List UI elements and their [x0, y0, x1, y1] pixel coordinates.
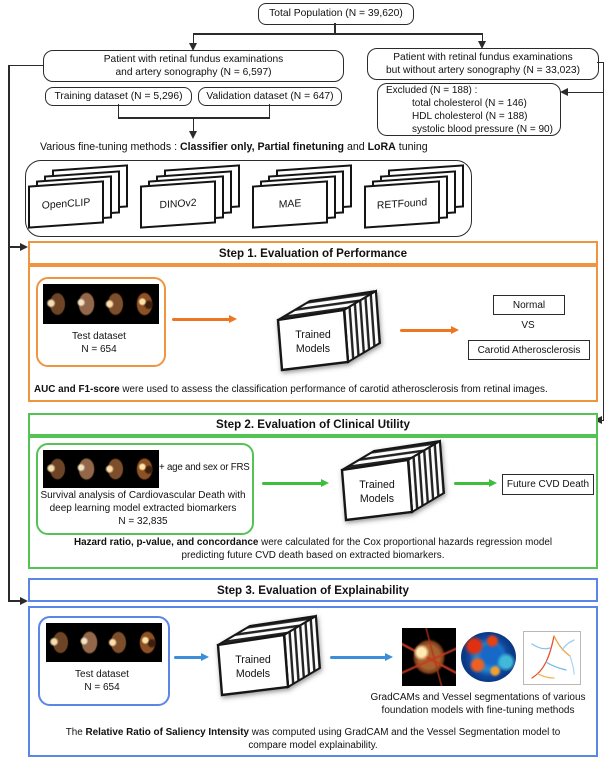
- step3-caption-bold: Relative Ratio of Saliency Intensity: [85, 727, 250, 738]
- carotid-label: Carotid Atherosclerosis: [477, 344, 581, 356]
- step1-header: [28, 241, 598, 265]
- validation-dataset-box: [198, 87, 342, 106]
- step2-header: [28, 413, 598, 436]
- step2-title: Step 2. Evaluation of Clinical Utility: [216, 418, 410, 431]
- excluded-item-3: systolic blood pressure (N = 90): [412, 123, 553, 135]
- step2-plus-text: + age and sex or FRS: [159, 462, 250, 473]
- step1-title: Step 1. Evaluation of Performance: [218, 246, 408, 260]
- step2-caption: [40, 536, 586, 563]
- step2-description: [38, 489, 248, 528]
- finetuning-suffix: tuning: [395, 141, 428, 153]
- stack-label-line2: Models: [235, 668, 271, 680]
- normal-label: Normal: [512, 299, 546, 311]
- step2-desc-line3: N = 32,835: [118, 516, 168, 527]
- validation-dataset-label: Validation dataset (N = 647): [206, 90, 334, 102]
- step3-arrow1-head: [201, 653, 209, 661]
- stack-label-line1: Trained: [235, 654, 271, 666]
- model-stack-dinov2: [140, 167, 240, 227]
- future-cvd-death-box: [502, 474, 594, 495]
- step1-dataset-label: [36, 330, 162, 356]
- fundus-image: [47, 624, 74, 661]
- step2-arrow2: [454, 482, 490, 485]
- step3-caption: [40, 726, 586, 753]
- excluded-title: Excluded (N = 188) :: [386, 84, 478, 96]
- trained-models-stack-step3: [212, 609, 324, 697]
- carotid-atherosclerosis-box: [468, 340, 590, 360]
- stack-label-line2: Models: [295, 343, 331, 355]
- total-population-label: Total Population (N = 39,620): [269, 8, 403, 20]
- step2-fundus-strip: [43, 450, 159, 488]
- fundus-image: [76, 624, 103, 661]
- arrowhead-to-finetuning: [189, 131, 197, 139]
- model-label-dinov2: DINOv2: [140, 180, 216, 228]
- step1-arrow2: [400, 329, 452, 332]
- stack-label-line1: Trained: [359, 479, 395, 491]
- connector-total-down: [334, 23, 336, 33]
- vessel-tree-graphic: [524, 632, 580, 684]
- fundus-image: [131, 451, 158, 487]
- model-label-mae: MAE: [252, 180, 328, 228]
- connector-to-excluded: [567, 92, 603, 94]
- step2-caption-rest: were calculated for the Cox proportional hazards regression model: [258, 537, 553, 548]
- step2-arrow1-head: [321, 479, 329, 487]
- trained-models-stack-step1: [272, 284, 384, 372]
- connector-merge-drop: [193, 117, 195, 132]
- model-stack-retfound: [364, 167, 464, 227]
- fundus-image: [102, 451, 129, 487]
- excluded-item-2: HDL cholesterol (N = 188): [412, 110, 528, 122]
- fundus-image: [44, 451, 71, 487]
- finetuning-bold1: Classifier only, Partial finetuning: [179, 141, 344, 153]
- step3-images-caption1: GradCAMs and Vessel segmentations of various: [370, 692, 586, 703]
- step3-arrow1: [174, 656, 202, 659]
- vessel-segmentation-image: [523, 631, 581, 685]
- training-dataset-label: Training dataset (N = 5,296): [54, 90, 183, 102]
- fundus-image: [131, 285, 158, 323]
- step1-caption-rest: were used to assess the classification performance of carotid atherosclerosis from retinal images.: [119, 384, 548, 395]
- step2-caption-line2: predicting future CVD death based on extracted biomarkers.: [181, 550, 445, 562]
- step2-desc-line2: deep learning model extracted biomarkers: [49, 503, 237, 514]
- finetuning-prefix: Various fine-tuning methods :: [40, 141, 180, 153]
- right-branch-line2: but without artery sonography (N = 33,023): [386, 65, 580, 76]
- connector-training-stub: [118, 104, 120, 117]
- left-branch-box: [43, 50, 344, 82]
- left-branch-line2: and artery sonography (N = 6,597): [115, 67, 272, 78]
- step1-arrow2-head: [451, 326, 459, 334]
- gradcam-heatmap-image: [461, 632, 516, 682]
- fundus-image: [102, 285, 129, 323]
- step3-arrow2: [330, 656, 386, 659]
- connector-right-vertical: [603, 62, 605, 421]
- step3-dataset-line2: N = 654: [84, 682, 120, 693]
- stack-label-line1: Trained: [295, 329, 331, 341]
- finetuning-methods-text: [40, 141, 428, 153]
- model-stack-openclip: [28, 167, 128, 227]
- model-stack-mae: [252, 167, 352, 227]
- connector-left-elbow: [8, 65, 43, 67]
- fundus-image: [105, 624, 132, 661]
- step3-caption-rest: was computed using GradCAM and the Vessel Segmentation model to: [249, 727, 561, 738]
- step2-arrow1: [262, 482, 322, 485]
- total-population-box: [258, 3, 414, 25]
- connector-total-split: [193, 33, 482, 35]
- vs-label: VS: [521, 320, 535, 331]
- normal-box: [493, 295, 565, 315]
- connector-validation-stub: [269, 104, 271, 117]
- step3-dataset-line1: Test dataset: [75, 669, 129, 680]
- fundus-image: [44, 285, 71, 323]
- model-label-retfound: RETFound: [364, 180, 440, 228]
- gradcam-fundus-image: [402, 628, 456, 686]
- arrowhead-to-step1: [20, 243, 28, 251]
- right-branch-box: [367, 48, 599, 80]
- step2-arrow2-head: [489, 479, 497, 487]
- step3-fundus-strip: [46, 623, 162, 662]
- step1-fundus-strip: [43, 284, 159, 324]
- trained-models-stack-step2: [336, 434, 448, 522]
- step1-dataset-line2: N = 654: [81, 344, 117, 355]
- left-branch-line1: Patient with retinal fundus examinations: [103, 53, 284, 65]
- step1-dataset-line1: Test dataset: [72, 331, 126, 342]
- finetuning-mid: and: [344, 141, 368, 153]
- future-cvd-death-label: Future CVD Death: [506, 479, 590, 490]
- stack-label-line2: Models: [359, 493, 395, 505]
- step1-caption-bold: AUC and F1-score: [34, 384, 120, 395]
- excluded-box: [377, 83, 561, 136]
- arrowhead-to-excluded: [560, 88, 568, 96]
- step1-arrow1: [172, 318, 230, 321]
- step2-caption-bold: Hazard ratio, p-value, and concordance: [73, 537, 259, 548]
- finetuning-bold2: LoRA: [367, 141, 396, 153]
- fundus-image: [134, 624, 161, 661]
- step3-caption-line2: compare model explainability.: [248, 740, 378, 752]
- connector-left-vertical: [8, 65, 10, 602]
- step3-arrow2-head: [385, 653, 393, 661]
- right-branch-line1: Patient with retinal fundus examinations: [393, 51, 573, 63]
- step1-arrow1-head: [229, 315, 237, 323]
- excluded-item-1: total cholesterol (N = 146): [412, 97, 527, 109]
- step3-title: Step 3. Evaluation of Explainability: [217, 583, 409, 597]
- step3-images-caption2: foundation models with fine-tuning methods: [381, 705, 575, 716]
- step3-caption-pre: The: [65, 727, 86, 738]
- step3-header: [28, 578, 598, 602]
- model-label-openclip: OpenCLIP: [28, 180, 104, 228]
- arrowhead-to-step3: [20, 597, 28, 605]
- fundus-image: [73, 451, 100, 487]
- step1-caption: [34, 383, 590, 396]
- step3-images-caption: [352, 691, 604, 717]
- step2-desc-line1: Survival analysis of Cardiovascular Death with: [40, 490, 246, 501]
- fundus-image: [73, 285, 100, 323]
- step3-dataset-label: [38, 668, 166, 694]
